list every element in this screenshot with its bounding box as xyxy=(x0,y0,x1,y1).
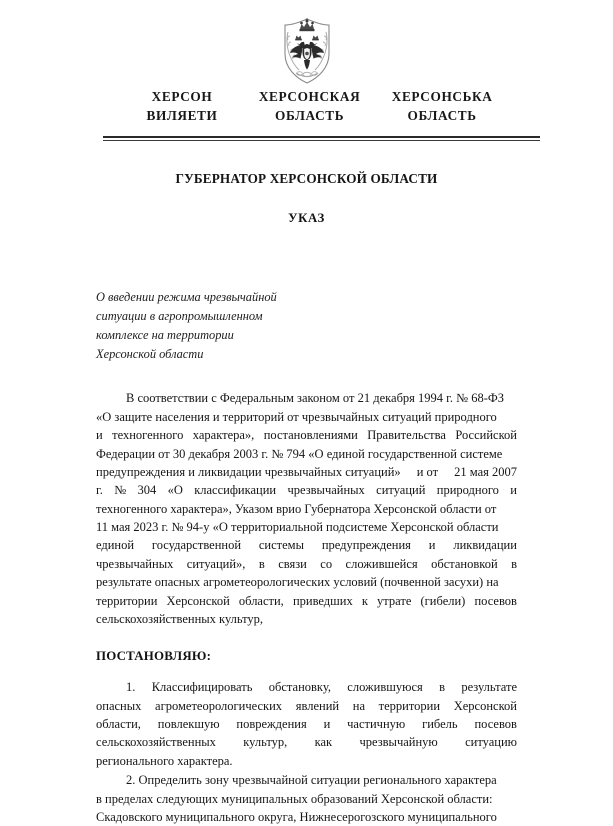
item1-line-2-w2: агрометеорологических xyxy=(155,698,283,713)
preamble-line-3-w1: и xyxy=(96,428,103,443)
item2-line-3: Скадовского муниципального округа, Нижнесерогозского муниципального xyxy=(96,809,497,824)
subject-line-2: ситуации в агропромышленном xyxy=(96,308,263,323)
item1-line-2-w1: опасных xyxy=(96,698,142,713)
preamble-line-9-w6: ликвидации xyxy=(453,538,517,553)
preamble-line-10-w8: в xyxy=(511,556,517,571)
item1-line-4-w2: культур, xyxy=(243,735,288,750)
item1-line-1-w6: результате xyxy=(461,680,517,695)
item2-line-1: 2. Определить зону чрезвычайной ситуации регионального характера xyxy=(126,773,497,788)
preamble-line-10 xyxy=(96,555,517,573)
preamble-line-9-w1: единой xyxy=(96,538,135,553)
subject-line-1: О введении режима чрезвычайной xyxy=(96,290,277,305)
preamble-line-12-w1: территории xyxy=(96,593,158,608)
preamble-paragraph xyxy=(96,389,517,628)
preamble-line-6-w2: № xyxy=(114,483,127,498)
item1-line-1-w2: Классифицировать xyxy=(151,680,253,695)
preamble-line-3-w4: постановлениями xyxy=(263,428,358,443)
item1-line-1-w5: в xyxy=(439,680,446,695)
item1-line-2-w4: на xyxy=(352,698,365,713)
preamble-line-9-w4: предупреждения xyxy=(321,538,411,553)
double-headed-eagle-coat-of-arms-icon xyxy=(278,16,336,86)
preamble-line-7: техногенного характера», Указом врио Губернатора Херсонской области от xyxy=(96,501,497,516)
preamble-line-5-w2: и от xyxy=(416,464,439,479)
document-subject xyxy=(96,288,326,363)
item1-line-2-w5: территории xyxy=(378,698,441,713)
preamble-line-5-w1: предупреждения и ликвидации чрезвычайных ситуаций» xyxy=(96,464,401,479)
clause-item-2 xyxy=(96,771,517,826)
item1-line-2 xyxy=(96,697,517,715)
preamble-line-3-w5: Правительства xyxy=(367,428,446,443)
preamble-line-6-w7: ситуаций xyxy=(376,483,426,498)
item1-line-1-w3: обстановку, xyxy=(268,680,331,695)
preamble-line-10-w1: чрезвычайных xyxy=(96,556,174,571)
preamble-line-6-w9: и xyxy=(510,483,517,498)
item1-line-3-w4: и xyxy=(323,717,331,731)
item1-line-2-w6: Херсонской xyxy=(453,698,517,713)
letterhead-center-line2: ОБЛАСТЬ xyxy=(275,107,345,123)
letterhead-center-line1: ХЕРСОНСКАЯ xyxy=(258,89,361,104)
letterhead-title-columns xyxy=(0,88,613,126)
preamble-line-13: сельскохозяйственных культур, xyxy=(96,611,264,626)
letterhead-column-center xyxy=(236,88,383,126)
item1-line-4-w1: сельскохозяйственных xyxy=(96,735,216,750)
preamble-line-10-w3: в xyxy=(258,556,265,571)
preamble-line-12-w3: области, xyxy=(238,593,284,608)
preamble-line-4: Федерации от 30 декабря 2003 г. № 794 «О единой государственной системе xyxy=(96,446,503,461)
preamble-line-6-w8: природного xyxy=(436,483,499,498)
subject-line-3: комплексе на территории xyxy=(96,327,234,342)
item1-line-3 xyxy=(96,715,517,733)
subject-line-4: Херсонской области xyxy=(96,346,204,361)
item1-line-1-w4: сложившуюся xyxy=(347,680,423,695)
preamble-line-6-w3: 304 xyxy=(137,483,157,498)
page-title: ГУБЕРНАТОР ХЕРСОНСКОЙ ОБЛАСТИ xyxy=(175,171,438,187)
preamble-line-12-w2: Херсонской xyxy=(166,593,230,608)
emblem-container xyxy=(0,16,613,86)
item1-line-3-w7: посевов xyxy=(474,717,517,731)
preamble-line-9 xyxy=(96,536,517,554)
preamble-line-6-w5: классификации xyxy=(194,483,277,498)
preamble-line-9-w5: и xyxy=(428,538,436,553)
item1-line-4-w4: чрезвычайную xyxy=(359,735,438,750)
letterhead-left-line2: ВИЛЯЕТИ xyxy=(146,107,218,123)
preamble-line-12-w5: к xyxy=(361,593,368,608)
preamble-line-12-w7: (гибели) xyxy=(420,593,466,608)
item1-line-3-w6: гибель xyxy=(422,717,458,731)
preamble-line-10-w4: связи xyxy=(278,556,307,571)
preamble-line-12-w4: приведших xyxy=(292,593,353,608)
preamble-line-6-w1: г. xyxy=(96,483,103,498)
preamble-line-3-w6: Российской xyxy=(455,428,517,443)
item2-line-2: в пределах следующих муниципальных образований Херсонской области: xyxy=(96,791,493,806)
item1-line-3-w2: повлекшую xyxy=(157,717,220,731)
preamble-line-6-w4: «О xyxy=(167,483,183,498)
preamble-line-9-w2: государственной xyxy=(151,538,242,553)
preamble-line-6 xyxy=(96,481,517,499)
preamble-line-5-w3: 21 мая 2007 xyxy=(454,464,517,479)
item1-line-3-w3: повреждения xyxy=(236,717,307,731)
item1-number: 1. xyxy=(126,680,136,695)
preamble-line-10-w7: обстановкой xyxy=(431,556,498,571)
item1-line-4-w5: ситуацию xyxy=(465,735,517,750)
item1-line-1 xyxy=(96,678,517,696)
preamble-line-2: «О защите населения и территорий от чрезвычайных ситуаций природного xyxy=(96,409,497,424)
item1-line-4-w3: как xyxy=(314,735,333,750)
divider-thin-rule xyxy=(103,140,540,141)
preamble-line-12 xyxy=(96,592,517,610)
letterhead-column-left xyxy=(128,88,236,126)
letterhead-right-line1: ХЕРСОНСЬКА xyxy=(391,89,493,104)
letterhead-divider xyxy=(0,136,613,141)
preamble-line-10-w6: сложившейся xyxy=(345,556,418,571)
document-kind: УКАЗ xyxy=(288,211,325,226)
item1-line-5: регионального характера. xyxy=(96,753,233,768)
preamble-line-3-w3: характера», xyxy=(192,428,255,443)
letterhead-left-line1: ХЕРСОН xyxy=(151,89,213,104)
preamble-line-10-w2: ситуаций», xyxy=(186,556,246,571)
preamble-line-12-w6: утрате xyxy=(377,593,412,608)
item1-line-3-w5: частичную xyxy=(347,717,406,731)
preamble-line-6-w6: чрезвычайных xyxy=(287,483,365,498)
letterhead-right-line2: ОБЛАСТЬ xyxy=(407,107,477,123)
preamble-line-12-w8: посевов xyxy=(474,593,517,608)
preamble-line-10-w5: со xyxy=(320,556,333,571)
letterhead-column-right xyxy=(383,88,501,126)
clause-item-1 xyxy=(96,678,517,770)
letterhead xyxy=(0,0,613,141)
preamble-line-9-w3: системы xyxy=(258,538,304,553)
item1-line-3-w1: области, xyxy=(96,717,141,731)
document-body xyxy=(96,389,517,826)
item1-line-2-w3: явлений xyxy=(295,698,340,713)
preamble-line-3 xyxy=(96,426,517,444)
preamble-line-1: В соответствии с Федеральным законом от 21 декабря 1994 г. № 68-ФЗ xyxy=(126,391,505,406)
resolve-heading: ПОСТАНОВЛЯЮ: xyxy=(96,649,212,664)
preamble-line-11: результате опасных агрометеорологических условий (почвенной засухи) на xyxy=(96,575,499,590)
preamble-line-8: 11 мая 2023 г. № 94-у «О территориальной подсистеме Херсонской области xyxy=(96,520,499,535)
item1-line-4 xyxy=(96,733,517,751)
preamble-line-3-w2: техногенного xyxy=(112,428,184,443)
preamble-line-5 xyxy=(96,463,517,481)
